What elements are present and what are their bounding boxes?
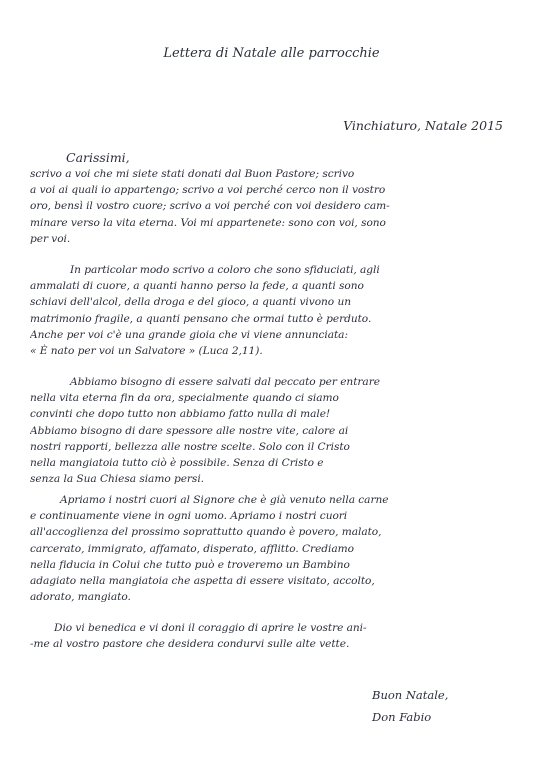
text-line: Apriamo i nostri cuori al Signore che è già venuto nella carne <box>60 494 389 506</box>
text-line: schiavi dell'alcol, della droga e del gioco, a quanti vivono un <box>30 296 351 309</box>
signature: Don Fabio <box>372 710 432 724</box>
text-line: nostri rapporti, bellezza alle nostre scelte. Solo con il Cristo <box>30 440 350 453</box>
text-line: nella mangiatoia tutto ciò è possibile. Senza di Cristo e <box>30 457 324 470</box>
text-line: minare verso la vita eterna. Voi mi appartenete: sono con voi, sono <box>30 216 386 229</box>
text-line: Abbiamo bisogno di essere salvati dal peccato per entrare <box>70 376 380 388</box>
paragraph-5 <box>30 620 510 652</box>
text-line: carcerato, immigrato, affamato, disperato, afflitto. Crediamo <box>30 542 354 555</box>
text-line: a voi ai quali io appartengo; scrivo a voi perché cerco non il vostro <box>30 184 386 197</box>
text-line: scrivo a voi che mi siete stati donati dal Buon Pastore; scrivo <box>30 168 355 180</box>
text-line: oro, bensì il vostro cuore; scrivo a voi perché con voi desidero cam- <box>30 200 390 213</box>
text-line: e continuamente viene in ogni uomo. Apriamo i nostri cuori <box>30 510 348 523</box>
text-line: ammalati di cuore, a quanti hanno perso la fede, a quanti sono <box>30 280 364 293</box>
text-line: nella fiducia in Colui che tutto può e troveremo un Bambino <box>30 558 350 571</box>
text-line: convinti che dopo tutto non abbiamo fatto nulla di male! <box>30 408 331 421</box>
text-line: Dio vi benedica e vi doni il coraggio di aprire le vostre ani- <box>54 622 367 634</box>
closing-block <box>372 684 448 728</box>
paragraph-3 <box>30 374 510 487</box>
paragraph-1 <box>30 166 510 247</box>
text-line: Anche per voi c'è una grande gioia che vi viene annunciata: <box>30 328 348 341</box>
text-line: adorato, mangiato. <box>30 591 131 604</box>
text-line: nella vita eterna fin da ora, specialmente quando ci siamo <box>30 392 339 405</box>
place-date: Vinchiaturo, Natale 2015 <box>343 118 503 133</box>
letter-title: Lettera di Natale alle parrocchie <box>163 46 380 61</box>
salutation: Carissimi, <box>66 150 130 165</box>
text-line: per voi. <box>30 232 71 245</box>
text-line: all'accoglienza del prossimo soprattutto quando è povero, malato, <box>30 526 382 539</box>
text-line: In particolar modo scrivo a coloro che sono sfiduciati, agli <box>70 264 380 276</box>
text-line: Abbiamo bisogno di dare spessore alle nostre vite, calore ai <box>30 424 349 437</box>
paragraph-4 <box>30 492 510 605</box>
text-line: matrimonio fragile, a quanti pensano che ormai tutto è perduto. <box>30 312 372 325</box>
text-line: adagiato nella mangiatoia che aspetta di essere visitato, accolto, <box>30 575 375 588</box>
text-line: « È nato per voi un Salvatore » (Luca 2,11). <box>30 345 263 358</box>
text-line: -me al vostro pastore che desidera condurvi sulle alte vette. <box>30 638 350 651</box>
text-line: senza la Sua Chiesa siamo persi. <box>30 473 204 486</box>
closing-greeting: Buon Natale, <box>372 688 449 702</box>
paragraph-2 <box>30 262 510 359</box>
